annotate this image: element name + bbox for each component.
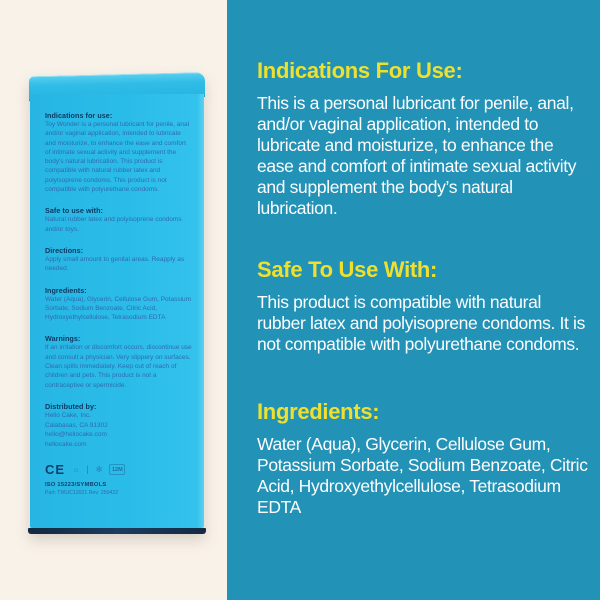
box-section-indications	[45, 111, 192, 194]
info-panel	[227, 0, 600, 600]
panel-heading-ingredients: Ingredients:	[257, 399, 380, 424]
box-section-body: If an irritation or discomfort occurs, discontinue use and consult a physician. Very slippery on surfaces. Clean spills immediately. Keep out of reach of children and pets. This product is not a contraceptive or spermicide.	[45, 344, 192, 389]
box-section-body: Apply small amount to genital areas. Reapply as needed.	[45, 255, 185, 273]
distributor-name: Hello Cake, Inc.	[45, 411, 91, 419]
panel-body-ingredients: Water (Aqua), Glycerin, Cellulose Gum, Potassium Sorbate, Sodium Benzoate, Citric Acid, Hydroxyethylcellulose, Tetrasodium EDTA	[257, 434, 588, 517]
box-section-heading: Indications for use:	[45, 111, 113, 120]
panel-section-indications	[257, 58, 588, 219]
box-section-heading: Ingredients:	[45, 285, 87, 295]
period-after-opening-12m-icon: 12M	[109, 464, 125, 475]
box-section-warnings	[45, 334, 192, 389]
distributor-city: Calabasas, CA 91302	[45, 421, 108, 429]
box-label-face	[30, 94, 204, 528]
part-number-line: Part: TWUC12021 Rev: 250422	[45, 490, 119, 497]
iso-standard-line: ISO 15223/SYMBOLS	[45, 482, 107, 489]
box-bottom-edge	[28, 528, 206, 534]
iso-symbols-row	[45, 461, 192, 477]
distributor-email: hello@hellocake.com	[45, 431, 107, 439]
panel-body-safe-to-use: This product is compatible with natural rubber latex and polyisoprene condoms. It is not compatible with polyurethane condoms.	[257, 292, 585, 354]
product-box	[30, 72, 204, 528]
panel-heading-indications: Indications For Use:	[257, 58, 463, 83]
sunlight-icon: ☼	[72, 464, 80, 474]
distributor-website: hellocake.com	[45, 440, 87, 448]
panel-section-ingredients	[257, 399, 588, 518]
box-section-body: Toy Wonder is a personal lubricant for penile, anal and/or vaginal application, intended to lubricate and moisturize, to enhance the ease and comfort of intimate sexual activity and supplement the body's natural lubrication. This product is compatible with natural rubber latex and polyisoprene condoms. This product is not compatible with polyurethane condoms.	[45, 121, 190, 194]
box-section-heading: Distributed by:	[45, 401, 97, 411]
box-section-directions	[45, 246, 192, 274]
box-section-heading: Safe to use with:	[45, 206, 103, 216]
upright-icon: |	[86, 464, 89, 475]
box-section-safe-to-use	[45, 206, 192, 234]
panel-body-indications: This is a personal lubricant for penile, anal, and/or vaginal application, intended to lubricate and moisturize, to enhance the ease and comfort of intimate sexual activity and supplement the body’s natural lubrication.	[257, 93, 577, 218]
box-section-distributed-by	[45, 402, 192, 449]
package-photo-area	[0, 0, 227, 600]
ce-mark-icon: CE	[45, 461, 66, 477]
box-section-ingredients	[45, 286, 192, 323]
starburst-icon: ✻	[95, 464, 103, 474]
panel-section-safe-to-use	[257, 257, 588, 355]
box-section-body: Natural rubber latex and polyisoprene condoms and/or toys.	[45, 216, 182, 233]
panel-heading-safe-to-use: Safe To Use With:	[257, 257, 438, 282]
box-section-body: Water (Aqua), Glycerin, Cellulose Gum, Potassium Sorbate, Sodium Benzoate, Citric Acid, Hydroxyethylcellulose, Tetrasodium EDTA	[45, 295, 192, 322]
box-section-heading: Directions:	[45, 245, 84, 255]
box-section-heading: Warnings:	[45, 334, 81, 344]
